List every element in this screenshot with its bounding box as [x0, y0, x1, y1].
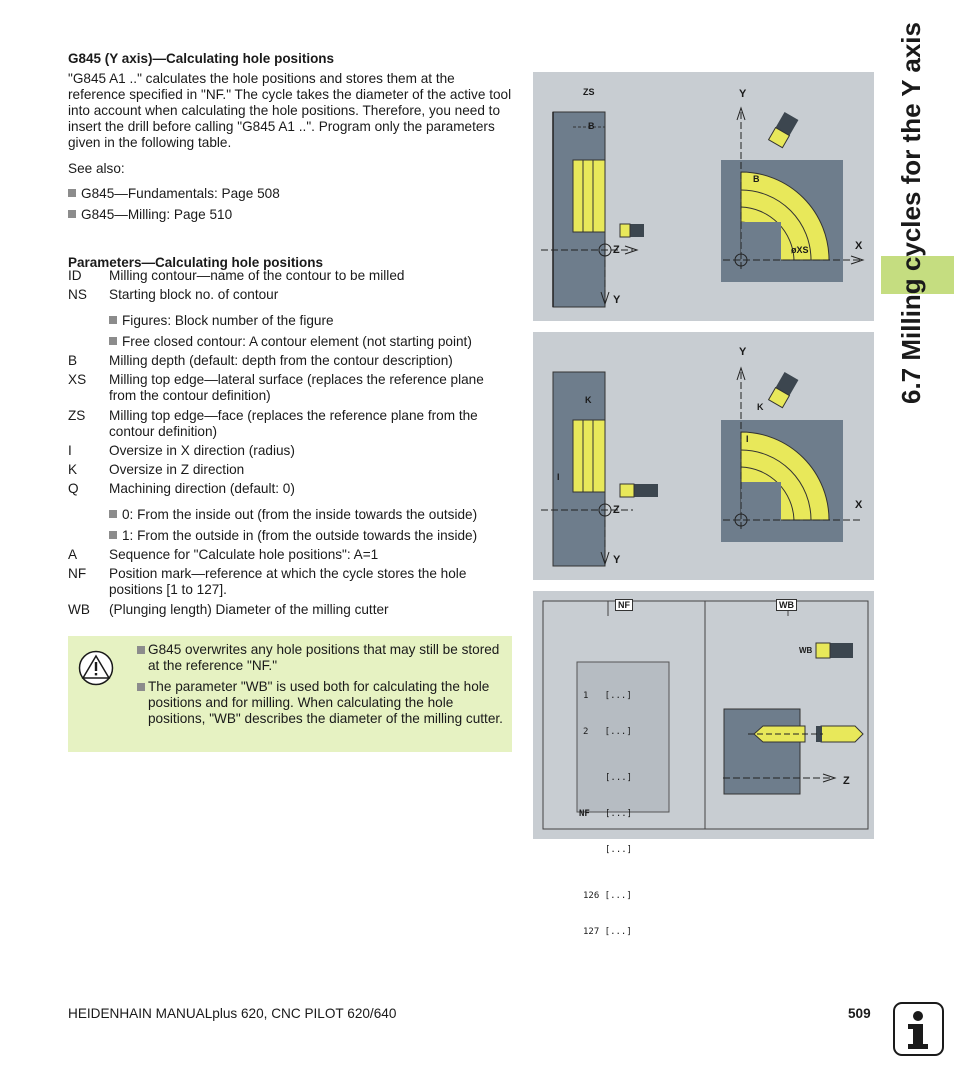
- info-glyph-icon: [895, 1004, 941, 1053]
- label-x: X: [855, 499, 863, 511]
- chapter-title-container: [896, 22, 926, 404]
- label-z: Z: [843, 775, 850, 787]
- param-subitem-q1: 1: From the outside in (from the outside towards the inside): [68, 528, 513, 544]
- label-y: Y: [739, 88, 747, 100]
- label-b: B: [588, 121, 595, 131]
- label-z: Z: [613, 504, 620, 516]
- position-row: 1 [...]: [583, 691, 632, 701]
- label-nf: NF: [615, 599, 633, 611]
- position-row: 2 [...]: [583, 727, 632, 737]
- position-row: 126 [...]: [583, 891, 632, 901]
- param-row-wb: WB (Plunging length) Diameter of the milling cutter: [68, 602, 389, 617]
- param-subitem-q0: 0: From the inside out (from the inside towards the outside): [68, 507, 513, 523]
- warning-item-wb: The parameter "WB" is used both for calculating the hole positions and for milling. When calculating the hole positions, "WB" describes the diameter of the milling cutter.: [148, 679, 503, 726]
- param-row-zs: ZS Milling top edge—face (replaces the reference plane from the contour definition): [68, 408, 478, 439]
- param-row-i: I Oversize in X direction (radius): [68, 443, 295, 458]
- bullet-square-icon: [68, 210, 76, 218]
- section-heading: G845 (Y axis)—Calculating hole positions: [68, 51, 335, 66]
- parameters-heading: Parameters—Calculating hole positions: [68, 255, 324, 270]
- label-wb: WB: [776, 599, 797, 611]
- see-also-label: See also:: [68, 161, 125, 176]
- label-y-lower: Y: [613, 294, 621, 306]
- param-row-nf: NF Position mark—reference at which the cycle stores the hole positions [1 to 127].: [68, 566, 467, 597]
- see-also-link-fundamentals[interactable]: G845—Fundamentals: Page 508: [68, 186, 280, 202]
- position-row: [...]: [605, 845, 633, 855]
- label-b-right: B: [753, 174, 760, 184]
- position-table: [579, 666, 633, 962]
- label-k: K: [585, 395, 592, 405]
- param-subitem-free-contour: Free closed contour: A contour element (not starting point): [68, 334, 513, 350]
- figure-1-drawing: [533, 72, 874, 321]
- bullet-square-icon: [109, 316, 117, 324]
- see-also-link-milling[interactable]: G845—Milling: Page 510: [68, 207, 232, 223]
- label-zs: ZS: [583, 87, 595, 97]
- position-row: [...]: [605, 773, 633, 783]
- label-x: X: [855, 240, 863, 252]
- figure-position-mark: [533, 591, 874, 937]
- param-row-xs: XS Milling top edge—lateral surface (replaces the reference plane from the contour definition): [68, 372, 484, 403]
- label-xs: øXS: [791, 245, 809, 255]
- figure-lateral-surface: [533, 72, 874, 321]
- bullet-square-icon: [68, 189, 76, 197]
- info-icon: [893, 1002, 944, 1056]
- figure-2-drawing: [533, 332, 874, 580]
- position-row: 127 [...]: [583, 927, 632, 937]
- param-subitem-figures: Figures: Block number of the figure: [68, 313, 513, 329]
- bullet-square-icon: [109, 510, 117, 518]
- label-z: Z: [613, 244, 620, 256]
- bullet-square-icon: [137, 646, 145, 654]
- param-row-q: Q Machining direction (default: 0): [68, 481, 295, 496]
- label-i: I: [557, 472, 560, 482]
- chapter-title: 6.7 Milling cycles for the Y axis: [896, 22, 926, 404]
- warning-note: [68, 636, 512, 752]
- page-number: 509: [848, 1006, 871, 1021]
- warning-item-overwrite: G845 overwrites any hole positions that may still be stored at the reference "NF.": [148, 642, 500, 673]
- label-y: Y: [739, 346, 747, 358]
- nf-marker: NF: [579, 809, 590, 819]
- label-wb-tool: WB: [799, 646, 813, 655]
- param-row-id: ID Milling contour—name of the contour to be milled: [68, 268, 405, 283]
- label-k-right: K: [757, 402, 764, 412]
- param-row-k: K Oversize in Z direction: [68, 462, 245, 477]
- label-i-right: I: [746, 434, 749, 444]
- param-row-a: A Sequence for "Calculate hole positions": A=1: [68, 547, 379, 562]
- intro-paragraph: "G845 A1 .." calculates the hole positions and stores them at the reference specified in "NF." The cycle takes the diameter of the active tool into account when calculating the hole positions. Therefore, you need to insert the drill before calling "G845 A1 ..". Program only the parameters given in the following table.: [68, 71, 512, 150]
- param-row-ns: NS Starting block no. of contour: [68, 287, 279, 302]
- warning-triangle-icon: [78, 650, 114, 686]
- bullet-square-icon: [109, 531, 117, 539]
- position-row-nf: NF [...]: [579, 809, 633, 819]
- bullet-square-icon: [137, 683, 145, 691]
- param-row-b: B Milling depth (default: depth from the contour description): [68, 353, 453, 368]
- footer-manual-title: HEIDENHAIN MANUALplus 620, CNC PILOT 620/640: [68, 1006, 397, 1021]
- bullet-square-icon: [109, 337, 117, 345]
- label-y-lower: Y: [613, 554, 621, 566]
- figure-oversize: [533, 332, 874, 580]
